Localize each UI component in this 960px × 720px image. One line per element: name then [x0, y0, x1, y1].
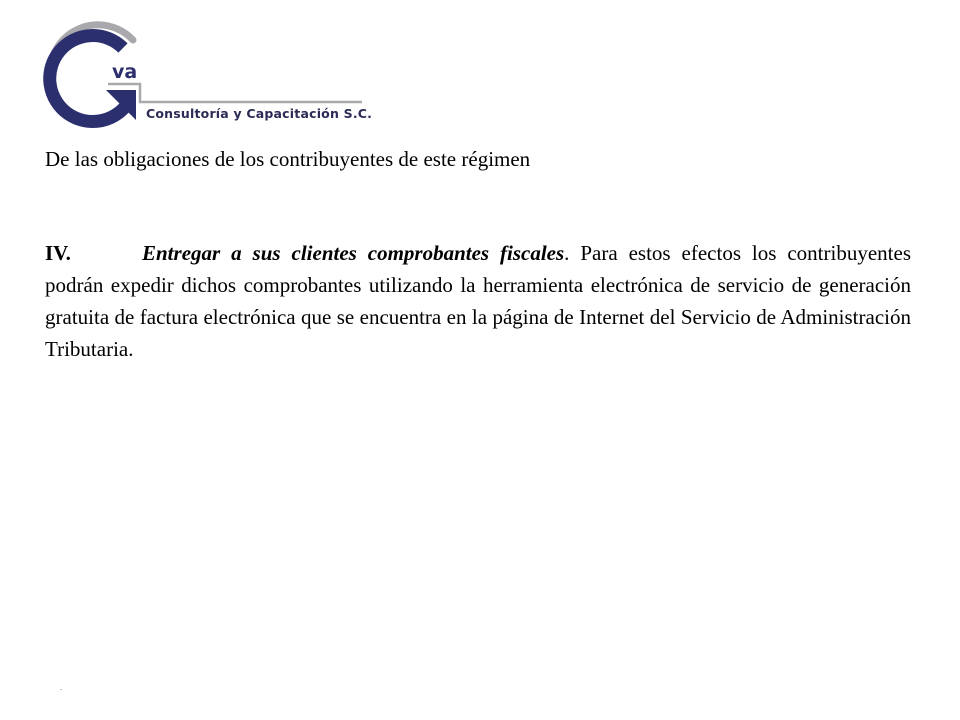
logo-initials: va [112, 61, 138, 83]
company-logo [28, 18, 373, 133]
page-heading: De las obligaciones de los contribuyentes de este régimen [45, 147, 531, 171]
logo-company-name: Consultoría y Capacitación S.C. [146, 106, 373, 121]
section-numeral: IV. [45, 241, 71, 265]
section-body: Para estos efectos los contribuyentes podrán expedir dichos comprobantes utilizando la herramienta electrónica de servicio de generación gratuita de factura electrónica que se encuentra en la página de Internet del Servicio de Administración Tributaria. [45, 241, 911, 361]
section-paragraph [45, 237, 911, 365]
section-title-end: . [564, 241, 570, 265]
section-title: Entregar a sus clientes comprobantes fiscales [142, 241, 565, 265]
footer-mark: . [60, 683, 62, 692]
